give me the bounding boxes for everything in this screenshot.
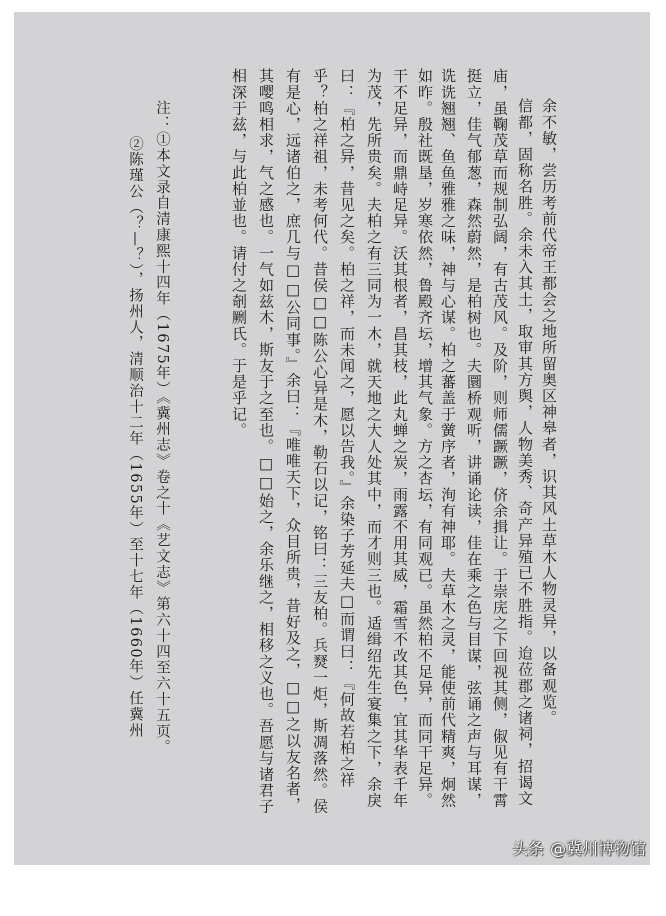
text-column-7: 干不足异，而鼎峙足异。沃其根者，昌其枝，此丸蝉之炭，雨露不用其威，霜雪不改其色，宜其华表千年 [391,68,409,809]
text-column-8: 为茂，先所贵矣。夫柏之有三同为一木，就天地之大人处其中，而才则三也。适缉绍先生宴集之下，余戾 [365,68,383,809]
text-column-10: 乎？柏之祥祖，未考何代。昔侯□□陈公心异是木，勒石以记，铭曰：三友柏。兵燹一炬，斯凋落然。侯 [311,68,329,815]
notes-label: 注： [154,100,170,132]
text-column-6: 如昨。殷社既垦，岁寒依然，鲁殿齐坛，增其气象。方之杏坛，有同观已。虽然柏不足异，而同干足异。 [416,68,434,809]
text-column-4: 挺立，佳气郁葱，森然蔚然，是柏树也。夫圜桥观听，讲诵论读，佳在乘之色与目谋，弦诵之声与耳谋， [465,68,483,809]
note-item-1: ①本文录自清康熙十四年（1675年）《冀州志》卷之十《艺文志》第六十四至六十五页。 [154,131,170,756]
text-column-12: 其嘤鸣相求，气之感也。一气如兹木，斯友于之至也。□□始之，余乐继之，相移之义也。吾愿与诸君子 [257,68,275,815]
text-column-13: 相深于兹，与此柏並也。请付之剞劂氏。于是乎记。 [230,68,248,439]
scanned-page [14,12,650,865]
text-column-1: 余不敏，尝历考前代帝王都会之地所留奥区神皋者，识其风土草木人物灵异，以备观览。 [540,98,558,726]
text-column-9: 曰：『柏之异，昔见之矣。柏之祥，而未闻之，愿以告我。』余染子芳延夫□而谓曰：『何故若柏之祥 [338,68,356,788]
watermark [512,839,646,859]
watermark-handle: @冀州博物馆 [550,839,647,858]
watermark-platform: 头条 [512,839,545,858]
text-column-2: 信都，固称名胜。余未入其土，取审其方舆，人物美秀、奇产异殖已不胜指。迨莅郡之诸祠，招谒文 [516,98,534,807]
note-column-2 [125,136,145,916]
text-column-5: 诜诜翘翘、鱼鱼雅雅之味，神与心谋。柏之蕃盖于黉序者，洵有神耶。夫草木之灵，能使前代精爽，炯然 [439,68,457,809]
note-column-1 [152,100,172,880]
note-item-2: ②陈瑾公（？—？），扬州人，清顺治十二年（1655年）至十七年（1660年）任冀州 [127,136,143,739]
text-column-11: 有是心，远诸伯之，庶几与□□公同事。』余曰：『唯唯天下，众目所贵，昔好及之，□□之以友名者， [284,68,302,814]
text-column-3: 庙，虽鞠茂草而规制弘阔，有古茂风。及阶，则师儒蹶蹶，侪余揖让。于崇庑之下回视其侧，俶见有干霄 [491,68,509,809]
